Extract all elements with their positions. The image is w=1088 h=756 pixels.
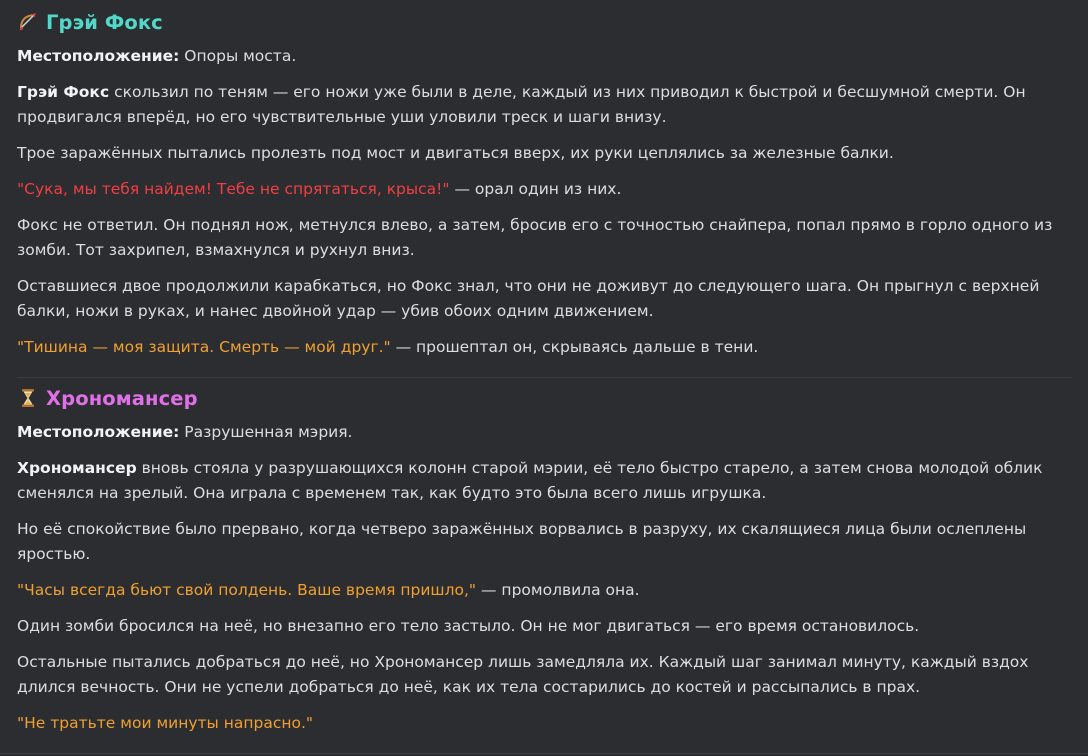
divider (0, 753, 1088, 754)
section-title: Хрономансер (46, 386, 198, 410)
character-section-chronomancer (17, 377, 1072, 753)
dialogue-line (17, 578, 1072, 603)
dialogue-line (17, 177, 1072, 202)
paragraph-text: — промолвила она. (476, 581, 640, 599)
quote-text: "Сука, мы тебя найдем! Тебе не спрятаться, крыса!" (17, 180, 450, 198)
bow-arrow-icon (17, 11, 39, 33)
character-section-gray-fox (17, 6, 1072, 377)
story-paragraph: Остальные пытались добраться до неё, но Хрономансер лишь замедляла их. Каждый шаг занимал минуту, каждый вздох длился вечность. Они не успели добраться до неё, как их тела состарились до костей и рассыпались в прах. (17, 653, 1029, 696)
location-label: Местоположение: (17, 47, 180, 65)
paragraph-text: вновь стояла у разрушающихся колонн старой мэрии, её тело быстро старело, а затем снова молодой облик сменялся на зрелый. Она играла с временем так, как будто это была всего лишь игрушка. (17, 459, 1043, 502)
paragraph-text: — орал один из них. (449, 180, 622, 198)
quote-text: "Часы всегда бьют свой полдень. Ваше время пришло," (17, 581, 477, 599)
story-paragraph: Но её спокойствие было прервано, когда четверо заражённых ворвались в разруху, их скалящиеся лица были ослеплены яростью. (17, 520, 1027, 563)
location-label: Местоположение: (17, 423, 180, 441)
quote-text: "Тишина — моя защита. Смерть — мой друг." (17, 338, 391, 356)
character-name: Грэй Фокс (17, 83, 110, 101)
location-line (17, 420, 1072, 445)
location-value: Разрушенная мэрия. (184, 423, 353, 441)
story-paragraph: Трое заражённых пытались пролезть под мост и двигаться вверх, их руки цеплялись за железные балки. (17, 144, 894, 162)
dialogue-line (17, 335, 1072, 360)
story-paragraph: Фокс не ответил. Он поднял нож, метнулся влево, а затем, бросив его с точностью снайпера, попал прямо в горло одного из зомби. Тот захрипел, взмахнулся и рухнул вниз. (17, 216, 1053, 259)
paragraph-text: — прошептал он, скрываясь дальше в тени. (390, 338, 759, 356)
hourglass-icon (17, 387, 39, 409)
section-title: Грэй Фокс (46, 10, 163, 34)
location-line (17, 44, 1072, 69)
story-paragraph: Оставшиеся двое продолжили карабкаться, но Фокс знал, что они не доживут до следующего шага. Он прыгнул с верхней балки, ножи в руках, и нанес двойной удар — убив обоих одним движением. (17, 277, 1040, 320)
character-name: Хрономансер (17, 459, 137, 477)
paragraph-text: скользил по теням — его ножи уже были в деле, каждый из них приводил к быстрой и бесшумной смерти. Он продвигался вперёд, но его чувствительные уши уловили треск и шаги внизу. (17, 83, 1026, 126)
story-paragraph (17, 80, 1072, 130)
section-heading (17, 382, 1072, 414)
quote-text: "Не тратьте мои минуты напрасно." (17, 714, 314, 732)
story-paragraph: Один зомби бросился на неё, но внезапно его тело застыло. Он не мог двигаться — его время остановилось. (17, 617, 920, 635)
location-value: Опоры моста. (184, 47, 297, 65)
dialogue-line (17, 711, 1072, 736)
story-paragraph (17, 456, 1072, 506)
section-heading (17, 6, 1072, 38)
